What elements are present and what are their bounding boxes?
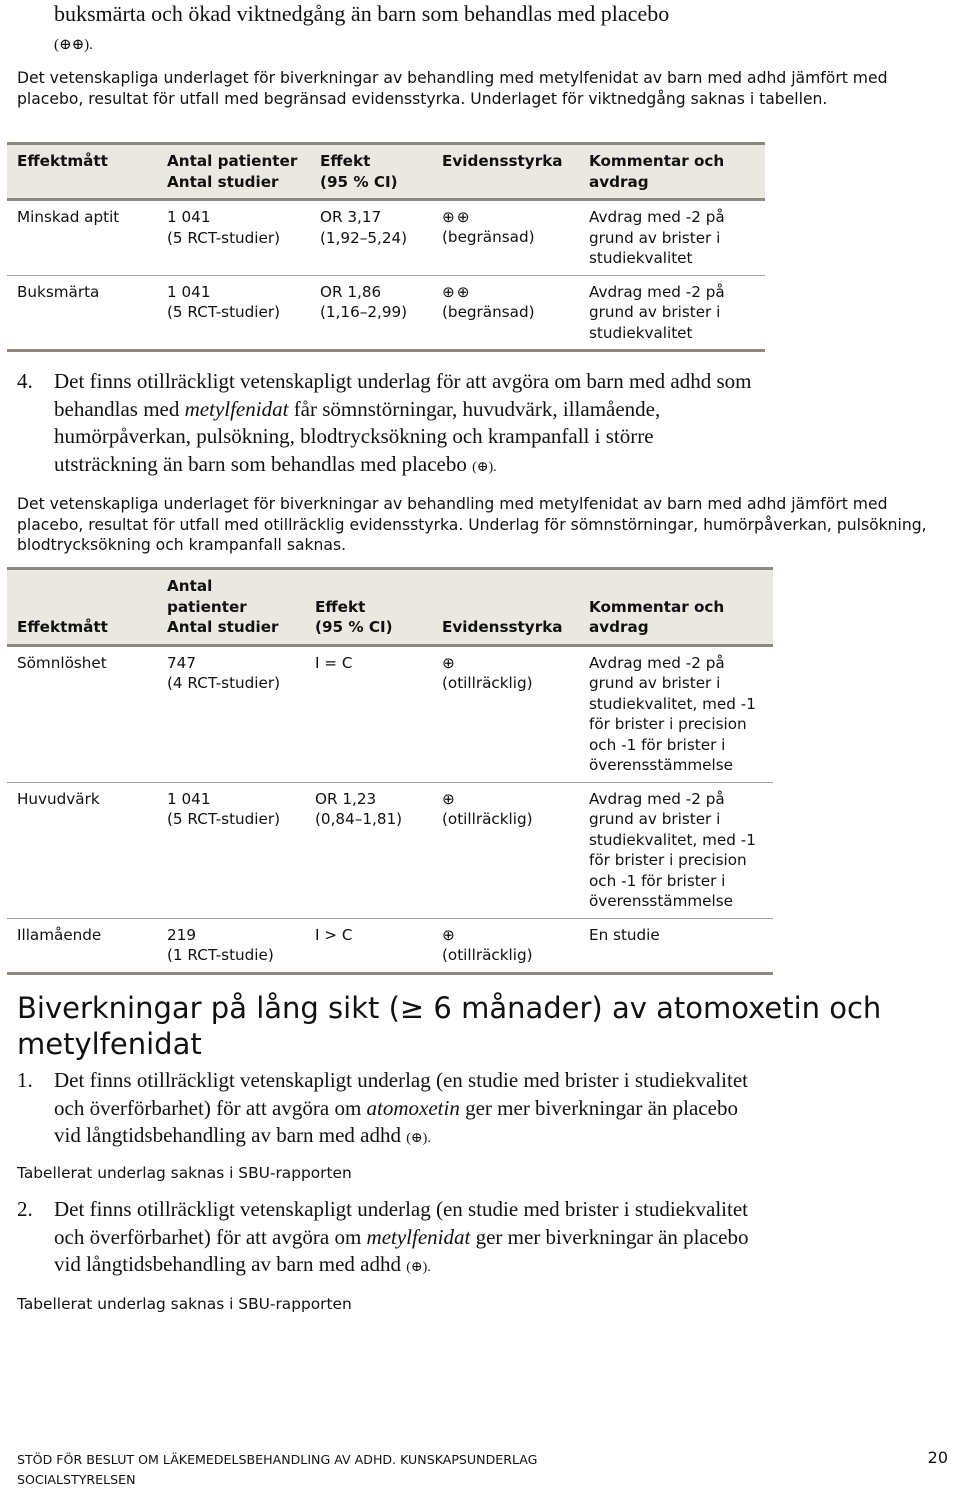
evidence-table-insufficient [7, 567, 773, 975]
table-header-row [7, 569, 773, 646]
measure-cell: Sömnlöshet [7, 645, 157, 782]
table-row [7, 782, 773, 918]
evidence-symbols: ⊕⊕ [442, 282, 472, 301]
conclusion-text: Det finns otillräckligt vetenskapligt underlag (en studie med brister i studiekvalitet och överförbarhet) för att avgöra om atomoxetin ger mer biverkningar än placebo vid långtidsbehandling av barn med adhd (⊕). [54, 1068, 748, 1147]
conclusion-4 [17, 368, 757, 481]
comment-cell: Avdrag med -2 på grund av brister i studiekvalitet [579, 200, 765, 276]
evidence-symbols: ⊕ [442, 925, 457, 944]
long-term-conclusion-1 [17, 1067, 757, 1153]
effect-cell: OR 1,23 (0,84–1,81) [305, 782, 432, 918]
patients-cell: 747 (4 RCT-studier) [157, 645, 305, 782]
effect-cell: OR 1,86 (1,16–2,99) [310, 275, 432, 351]
evidence-cell: ⊕ (otillräcklig) [432, 918, 579, 973]
comment-cell: Avdrag med -2 på grund av brister i studiekvalitet, med -1 för brister i precision och -1 för brister i överensstämmelse [579, 645, 773, 782]
header-antal: Antal patienter Antal studier [157, 144, 310, 200]
table-row [7, 645, 773, 782]
header-effekt: Effekt (95 % CI) [310, 144, 432, 200]
no-table-note: Tabellerat underlag saknas i SBU-rapporten [17, 1164, 352, 1182]
drug-name: metylfenidat [184, 396, 289, 421]
measure-cell: Illamående [7, 918, 157, 973]
effect-cell: I > C [305, 918, 432, 973]
patients-cell: 1 041 (5 RCT-studier) [157, 782, 305, 918]
section-heading: Biverkningar på lång sikt (≥ 6 månader) av atomoxetin och metylfenidat [17, 991, 882, 1061]
no-table-note: Tabellerat underlag saknas i SBU-rapporten [17, 1295, 352, 1313]
header-antal: Antal patienter Antal studier [157, 569, 305, 646]
conclusion-text: Det finns otillräckligt vetenskapligt underlag (en studie med brister i studiekvalitet och överförbarhet) för att avgöra om metylfenidat ger mer biverkningar än placebo vid långtidsbehandling av barn med adhd (⊕). [54, 1197, 749, 1276]
header-effekt: Effekt (95 % CI) [305, 569, 432, 646]
conclusion-number: 1. [17, 1068, 33, 1092]
patients-cell: 1 041 (5 RCT-studier) [157, 200, 310, 276]
header-effektmatt: Effektmått [7, 144, 157, 200]
evidence-symbols: ⊕⊕ [442, 208, 472, 226]
drug-name: metylfenidat [366, 1224, 471, 1249]
evidence-table-limited [7, 142, 765, 352]
long-term-conclusion-2 [17, 1196, 757, 1282]
header-kommentar: Kommentar och avdrag [579, 144, 765, 200]
drug-name: atomoxetin [366, 1095, 460, 1120]
footer-publisher: SOCIALSTYRELSEN [17, 1472, 136, 1487]
table2-intro-paragraph: Det vetenskapliga underlaget för biverkningar av behandling med metylfenidat av barn med adhd jämfört med placebo, resultat för utfall med otillräcklig evidensstyrka. Underlag för sömnstörningar, humörpåverkan, pulsökning, blodtrycksökning och krampanfall saknas. [17, 495, 927, 554]
evidence-symbol: (⊕). [472, 459, 497, 475]
effect-cell: I = C [305, 645, 432, 782]
effect-cell: OR 3,17 (1,92–5,24) [310, 200, 432, 276]
evidence-symbol: (⊕⊕). [54, 37, 93, 53]
conclusion-number: 4. [17, 369, 33, 393]
header-evidensstyrka: Evidensstyrka [432, 144, 579, 200]
measure-cell: Buksmärta [7, 275, 157, 351]
comment-cell: En studie [579, 918, 773, 973]
table-row [7, 275, 765, 351]
table1-intro-paragraph: Det vetenskapliga underlaget för biverkningar av behandling med metylfenidat av barn med adhd jämfört med placebo, resultat för utfall med begränsad evidensstyrka. Underlaget för viktnedgång saknas i tabellen. [17, 69, 888, 108]
previous-conclusion-text: buksmärta och ökad viktnedgång än barn som behandlas med placebo [54, 1, 670, 26]
table-row [7, 918, 773, 973]
table-row [7, 200, 765, 276]
conclusion-text: Det finns otillräckligt vetenskapligt underlag för att avgöra om barn med adhd som behandlas med metylfenidat får sömnstörningar, huvudvärk, illamående, humörpåverkan, pulsökning, blodtrycksökning och krampanfall i större utsträckning än barn som behandlas med placebo (⊕). [54, 369, 752, 476]
patients-cell: 1 041 (5 RCT-studier) [157, 275, 310, 351]
evidence-cell: ⊕⊕ (begränsad) [432, 275, 579, 351]
patients-cell: 219 (1 RCT-studie) [157, 918, 305, 973]
evidence-cell: ⊕⊕ (begränsad) [432, 200, 579, 276]
footer [17, 1450, 537, 1490]
previous-conclusion-continuation [54, 0, 934, 59]
measure-cell: Minskad aptit [7, 200, 157, 276]
comment-cell: Avdrag med -2 på grund av brister i studiekvalitet [579, 275, 765, 351]
header-kommentar: Kommentar och avdrag [579, 569, 773, 646]
evidence-symbol: (⊕). [406, 1260, 431, 1275]
conclusion-number: 2. [17, 1197, 33, 1221]
page-number: 20 [927, 1448, 948, 1467]
evidence-cell: ⊕ (otillräcklig) [432, 645, 579, 782]
footer-title: STÖD FÖR BESLUT OM LÄKEMEDELSBEHANDLING AV ADHD. KUNSKAPSUNDERLAG [17, 1452, 538, 1467]
header-evidensstyrka: Evidensstyrka [432, 569, 579, 646]
header-effektmatt: Effektmått [7, 569, 157, 646]
evidence-symbols: ⊕ [442, 789, 457, 808]
comment-cell: Avdrag med -2 på grund av brister i studiekvalitet, med -1 för brister i precision och -1 för brister i överensstämmelse [579, 782, 773, 918]
evidence-symbols: ⊕ [442, 653, 457, 672]
evidence-symbol: (⊕). [406, 1131, 431, 1146]
measure-cell: Huvudvärk [7, 782, 157, 918]
table-header-row [7, 144, 765, 200]
evidence-cell: ⊕ (otillräcklig) [432, 782, 579, 918]
